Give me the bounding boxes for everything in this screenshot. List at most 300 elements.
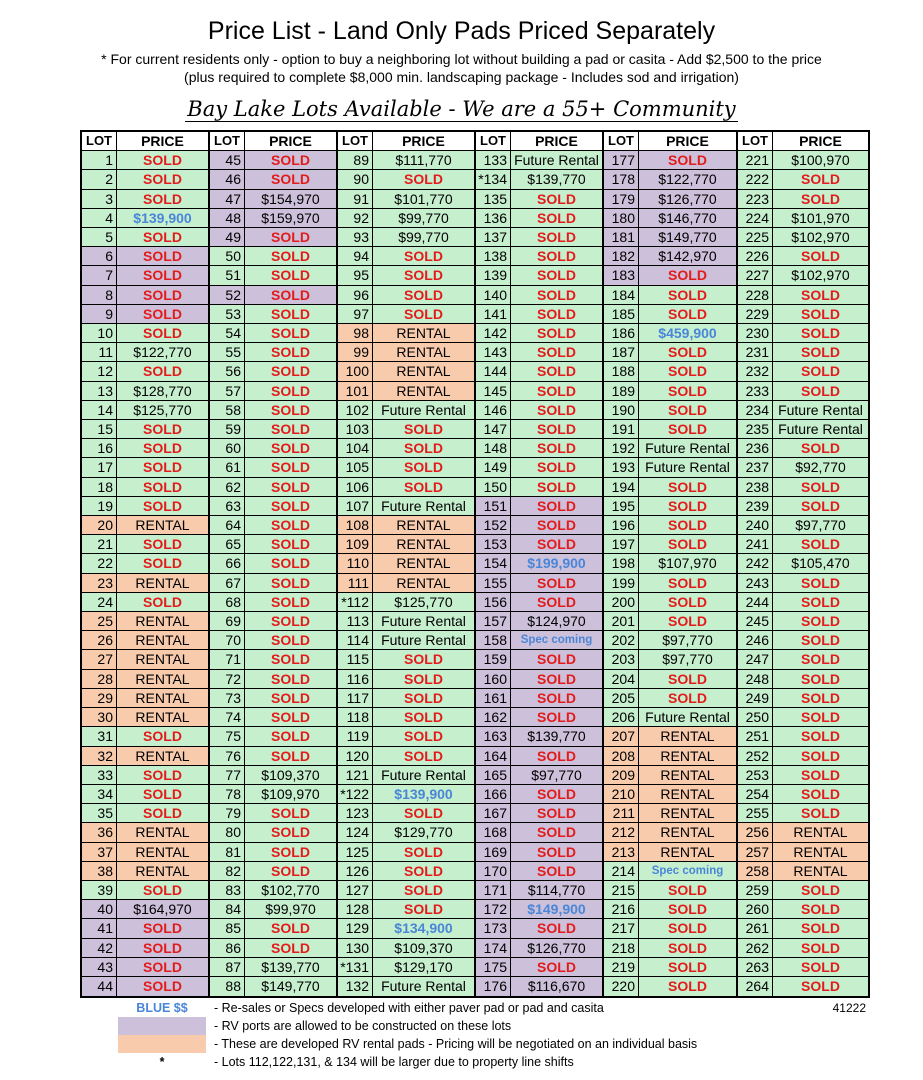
lot-number: 79 <box>210 804 245 822</box>
legend-swatch <box>118 1035 206 1053</box>
table-row <box>476 919 602 938</box>
lot-price: $149,770 <box>245 977 336 996</box>
lot-price: $199,900 <box>511 554 602 572</box>
lot-price: SOLD <box>245 228 336 246</box>
lot-number: 143 <box>476 343 511 361</box>
lot-price: $99,970 <box>245 900 336 918</box>
lot-number: 135 <box>476 190 511 208</box>
lot-number: 43 <box>82 958 117 976</box>
lot-price: SOLD <box>117 497 208 515</box>
lot-price: $97,770 <box>639 650 736 668</box>
lot-price: SOLD <box>773 881 868 899</box>
lot-price: Future Rental <box>511 151 602 169</box>
table-row <box>604 900 736 919</box>
lot-price: SOLD <box>245 747 336 765</box>
lot-number: 262 <box>738 939 773 957</box>
lot-price: $97,770 <box>773 516 868 534</box>
table-row <box>210 151 336 170</box>
lot-number: 77 <box>210 766 245 784</box>
lot-number: 39 <box>82 881 117 899</box>
lot-number: 225 <box>738 228 773 246</box>
table-row <box>604 862 736 881</box>
lot-number: 52 <box>210 286 245 304</box>
lot-price: SOLD <box>117 881 208 899</box>
lot-number: 21 <box>82 535 117 553</box>
lot-price: SOLD <box>117 266 208 284</box>
lot-price: SOLD <box>639 420 736 438</box>
lot-price: SOLD <box>373 420 474 438</box>
lot-number: 232 <box>738 362 773 380</box>
table-row <box>738 862 868 881</box>
lot-price: SOLD <box>117 151 208 169</box>
lot-number: 137 <box>476 228 511 246</box>
lot-price: $122,770 <box>639 170 736 188</box>
table-row <box>338 650 474 669</box>
table-row <box>82 420 208 439</box>
table-row <box>476 843 602 862</box>
table-row <box>738 631 868 650</box>
lot-number: 167 <box>476 804 511 822</box>
table-row <box>210 305 336 324</box>
table-row <box>338 286 474 305</box>
table-row <box>210 727 336 746</box>
lot-number: 181 <box>604 228 639 246</box>
lot-price: SOLD <box>245 612 336 630</box>
table-row <box>210 593 336 612</box>
table-row <box>476 958 602 977</box>
lot-price: SOLD <box>245 247 336 265</box>
table-row <box>476 458 602 477</box>
lot-number: 163 <box>476 727 511 745</box>
lot-number: 42 <box>82 939 117 957</box>
lot-number: 118 <box>338 708 373 726</box>
lot-price: SOLD <box>373 170 474 188</box>
table-row <box>604 362 736 381</box>
table-row <box>476 823 602 842</box>
lot-price: $125,770 <box>117 401 208 419</box>
lot-price: Future Rental <box>639 458 736 476</box>
lot-number: 47 <box>210 190 245 208</box>
lot-number: 214 <box>604 862 639 880</box>
lot-price: SOLD <box>773 708 868 726</box>
lot-price: RENTAL <box>773 823 868 841</box>
lot-price: SOLD <box>639 305 736 323</box>
lot-number: 55 <box>210 343 245 361</box>
lot-number: 251 <box>738 727 773 745</box>
lot-number: 209 <box>604 766 639 784</box>
table-row <box>338 324 474 343</box>
lot-number: 83 <box>210 881 245 899</box>
lot-price: $459,900 <box>639 324 736 342</box>
table-row <box>82 804 208 823</box>
lot-number: 7 <box>82 266 117 284</box>
lot-header: LOT <box>210 132 245 150</box>
table-row <box>738 785 868 804</box>
lot-price: SOLD <box>773 785 868 803</box>
table-row <box>738 190 868 209</box>
lot-header: LOT <box>82 132 117 150</box>
table-row <box>338 382 474 401</box>
table-row <box>210 881 336 900</box>
lot-price: RENTAL <box>117 670 208 688</box>
lot-number: 229 <box>738 305 773 323</box>
lot-price: SOLD <box>773 497 868 515</box>
lot-number: 184 <box>604 286 639 304</box>
lot-price: $100,970 <box>773 151 868 169</box>
table-row <box>476 554 602 573</box>
lot-number: 166 <box>476 785 511 803</box>
table-row <box>82 382 208 401</box>
lot-number: 116 <box>338 670 373 688</box>
lot-price: Spec coming <box>639 862 736 880</box>
lot-number: 247 <box>738 650 773 668</box>
lot-number: 211 <box>604 804 639 822</box>
lot-number: 178 <box>604 170 639 188</box>
lot-number: 176 <box>476 977 511 996</box>
lot-price: SOLD <box>511 708 602 726</box>
table-header-row <box>738 132 868 151</box>
table-row <box>604 247 736 266</box>
lot-price: SOLD <box>773 900 868 918</box>
lot-price: SOLD <box>773 939 868 957</box>
lot-price: $149,770 <box>639 228 736 246</box>
lot-header: LOT <box>738 132 773 150</box>
lot-number: 212 <box>604 823 639 841</box>
lot-number: 75 <box>210 727 245 745</box>
table-row <box>82 785 208 804</box>
lot-price: SOLD <box>639 958 736 976</box>
lot-number: 158 <box>476 631 511 649</box>
table-header-row <box>338 132 474 151</box>
table-row <box>338 977 474 996</box>
table-row <box>338 689 474 708</box>
table-row <box>476 228 602 247</box>
lot-price: $109,370 <box>373 939 474 957</box>
lot-price: Future Rental <box>373 612 474 630</box>
table-row <box>210 362 336 381</box>
lot-header: LOT <box>338 132 373 150</box>
lot-number: 150 <box>476 478 511 496</box>
lot-number: 13 <box>82 382 117 400</box>
table-row <box>82 612 208 631</box>
lot-price: SOLD <box>511 324 602 342</box>
lot-number: 213 <box>604 843 639 861</box>
price-table <box>80 130 870 998</box>
lot-price: RENTAL <box>117 747 208 765</box>
lot-number: 240 <box>738 516 773 534</box>
lot-price: $139,770 <box>511 727 602 745</box>
table-row <box>210 631 336 650</box>
lot-number: 230 <box>738 324 773 342</box>
lot-price: SOLD <box>511 823 602 841</box>
lot-price: $102,770 <box>245 881 336 899</box>
lot-price: SOLD <box>245 170 336 188</box>
table-row <box>82 650 208 669</box>
lot-price: SOLD <box>639 535 736 553</box>
lot-price: SOLD <box>511 478 602 496</box>
lot-number: 139 <box>476 266 511 284</box>
lot-number: 120 <box>338 747 373 765</box>
table-row <box>210 170 336 189</box>
lot-number: *134 <box>476 170 511 188</box>
lot-number: 256 <box>738 823 773 841</box>
lot-price: Future Rental <box>773 420 868 438</box>
lot-number: 36 <box>82 823 117 841</box>
table-row <box>210 497 336 516</box>
table-row <box>210 458 336 477</box>
lot-price: $146,770 <box>639 209 736 227</box>
lot-price: RENTAL <box>373 516 474 534</box>
lot-price: SOLD <box>511 401 602 419</box>
lot-number: 207 <box>604 727 639 745</box>
lot-number: 208 <box>604 747 639 765</box>
lot-price: SOLD <box>639 900 736 918</box>
lot-number: 138 <box>476 247 511 265</box>
lot-number: 177 <box>604 151 639 169</box>
lot-number: 170 <box>476 862 511 880</box>
table-row <box>476 689 602 708</box>
table-row <box>82 574 208 593</box>
table-row <box>738 324 868 343</box>
lot-number: 182 <box>604 247 639 265</box>
table-row <box>210 247 336 266</box>
lot-number: 205 <box>604 689 639 707</box>
table-row <box>338 881 474 900</box>
lot-number: 115 <box>338 650 373 668</box>
lot-price: SOLD <box>639 612 736 630</box>
lot-price: SOLD <box>511 266 602 284</box>
lot-number: 103 <box>338 420 373 438</box>
lot-price: SOLD <box>373 478 474 496</box>
lot-price: SOLD <box>117 478 208 496</box>
lot-price: SOLD <box>773 439 868 457</box>
table-row <box>604 286 736 305</box>
lot-number: 187 <box>604 343 639 361</box>
table-row <box>210 420 336 439</box>
lot-number: 186 <box>604 324 639 342</box>
lot-number: 37 <box>82 843 117 861</box>
legend-text: - Re-sales or Specs developed with either paver pad or pad and casita <box>214 1001 604 1015</box>
lot-price: $128,770 <box>117 382 208 400</box>
lot-price: $97,770 <box>639 631 736 649</box>
lot-number: 169 <box>476 843 511 861</box>
lot-price: SOLD <box>117 785 208 803</box>
table-row <box>338 458 474 477</box>
lot-number: 257 <box>738 843 773 861</box>
lot-number: 245 <box>738 612 773 630</box>
lot-price: SOLD <box>639 401 736 419</box>
table-row <box>338 612 474 631</box>
lot-price: SOLD <box>373 900 474 918</box>
lot-number: 164 <box>476 747 511 765</box>
table-row <box>738 708 868 727</box>
lot-price: SOLD <box>773 324 868 342</box>
lot-number: 147 <box>476 420 511 438</box>
lot-price: RENTAL <box>373 343 474 361</box>
lot-number: 153 <box>476 535 511 553</box>
table-row <box>604 190 736 209</box>
lot-number: 210 <box>604 785 639 803</box>
lot-price: $99,770 <box>373 209 474 227</box>
lot-number: 231 <box>738 343 773 361</box>
lot-price: SOLD <box>773 804 868 822</box>
lot-number: 78 <box>210 785 245 803</box>
lot-price: RENTAL <box>117 843 208 861</box>
table-header-row <box>82 132 208 151</box>
lot-price: SOLD <box>511 516 602 534</box>
table-row <box>338 209 474 228</box>
table-row <box>604 785 736 804</box>
lot-number: 243 <box>738 574 773 592</box>
table-row <box>210 862 336 881</box>
table-row <box>338 708 474 727</box>
lot-price: SOLD <box>773 343 868 361</box>
lot-price: SOLD <box>117 190 208 208</box>
table-row <box>738 151 868 170</box>
table-row <box>82 689 208 708</box>
lot-number: 6 <box>82 247 117 265</box>
table-row <box>82 881 208 900</box>
subtitle-residents-note: * For current residents only - option to buy a neighboring lot without building a pad or casita - Add $2,500 to the price <box>101 51 822 67</box>
table-row <box>738 458 868 477</box>
lot-price: $101,770 <box>373 190 474 208</box>
table-row <box>338 516 474 535</box>
lot-number: 220 <box>604 977 639 996</box>
lot-number: 171 <box>476 881 511 899</box>
table-row <box>476 324 602 343</box>
lot-price: SOLD <box>373 708 474 726</box>
table-row <box>338 151 474 170</box>
lot-number: 99 <box>338 343 373 361</box>
table-row <box>338 170 474 189</box>
lot-price: SOLD <box>511 535 602 553</box>
table-row <box>604 554 736 573</box>
lot-number: 235 <box>738 420 773 438</box>
lot-price: SOLD <box>639 593 736 611</box>
lot-number: 144 <box>476 362 511 380</box>
lot-price: SOLD <box>373 247 474 265</box>
lot-price: SOLD <box>245 574 336 592</box>
table-row <box>476 766 602 785</box>
table-row <box>476 612 602 631</box>
table-row <box>210 843 336 862</box>
lot-price: SOLD <box>245 689 336 707</box>
lot-price: SOLD <box>245 554 336 572</box>
table-row <box>338 478 474 497</box>
table-row <box>210 747 336 766</box>
table-row <box>82 458 208 477</box>
table-row <box>738 170 868 189</box>
table-row <box>604 535 736 554</box>
table-row <box>604 823 736 842</box>
lot-price: Spec coming <box>511 631 602 649</box>
table-row <box>476 593 602 612</box>
lot-price: $126,770 <box>511 939 602 957</box>
lot-price: $142,970 <box>639 247 736 265</box>
lot-number: 255 <box>738 804 773 822</box>
lot-number: 65 <box>210 535 245 553</box>
lot-price: RENTAL <box>639 804 736 822</box>
lot-number: 85 <box>210 919 245 937</box>
table-row <box>210 650 336 669</box>
lot-number: 61 <box>210 458 245 476</box>
table-row <box>604 766 736 785</box>
lot-price: RENTAL <box>639 727 736 745</box>
lot-number: 73 <box>210 689 245 707</box>
table-row <box>210 804 336 823</box>
lot-number: 100 <box>338 362 373 380</box>
table-row <box>604 458 736 477</box>
lot-price: SOLD <box>511 382 602 400</box>
lot-price: SOLD <box>639 574 736 592</box>
lot-price: SOLD <box>245 286 336 304</box>
lot-number: 40 <box>82 900 117 918</box>
table-row <box>604 747 736 766</box>
lot-price: SOLD <box>511 862 602 880</box>
lot-number: 253 <box>738 766 773 784</box>
lot-number: 19 <box>82 497 117 515</box>
lot-number: 125 <box>338 843 373 861</box>
price-header: PRICE <box>666 133 709 149</box>
lot-number: 218 <box>604 939 639 957</box>
table-row <box>82 958 208 977</box>
table-row <box>82 362 208 381</box>
lot-price: Future Rental <box>373 497 474 515</box>
table-row <box>210 689 336 708</box>
lot-number: 258 <box>738 862 773 880</box>
table-row <box>210 228 336 247</box>
table-row <box>82 190 208 209</box>
lot-number: 16 <box>82 439 117 457</box>
lot-number: 206 <box>604 708 639 726</box>
lot-number: 155 <box>476 574 511 592</box>
lot-number: 185 <box>604 305 639 323</box>
lot-price: Future Rental <box>639 439 736 457</box>
table-row <box>738 478 868 497</box>
lot-number: 254 <box>738 785 773 803</box>
lot-number: 70 <box>210 631 245 649</box>
lot-number: 156 <box>476 593 511 611</box>
lot-price: SOLD <box>773 535 868 553</box>
lot-price: SOLD <box>773 382 868 400</box>
table-row <box>210 574 336 593</box>
lot-number: 111 <box>338 574 373 592</box>
table-row <box>738 554 868 573</box>
lot-number: 117 <box>338 689 373 707</box>
table-row <box>738 747 868 766</box>
lot-price: SOLD <box>639 478 736 496</box>
table-row <box>476 939 602 958</box>
lot-price: RENTAL <box>773 862 868 880</box>
table-row <box>82 305 208 324</box>
table-row <box>604 593 736 612</box>
lot-price: $101,970 <box>773 209 868 227</box>
table-row <box>604 727 736 746</box>
table-row <box>476 747 602 766</box>
lot-number: 180 <box>604 209 639 227</box>
table-row <box>476 650 602 669</box>
table-row <box>604 305 736 324</box>
lot-number: 26 <box>82 631 117 649</box>
lot-number: 119 <box>338 727 373 745</box>
table-row <box>82 939 208 958</box>
lot-number: 25 <box>82 612 117 630</box>
lot-number: 223 <box>738 190 773 208</box>
lot-number: 242 <box>738 554 773 572</box>
lot-number: 68 <box>210 593 245 611</box>
lot-number: 123 <box>338 804 373 822</box>
lot-number: 129 <box>338 919 373 937</box>
